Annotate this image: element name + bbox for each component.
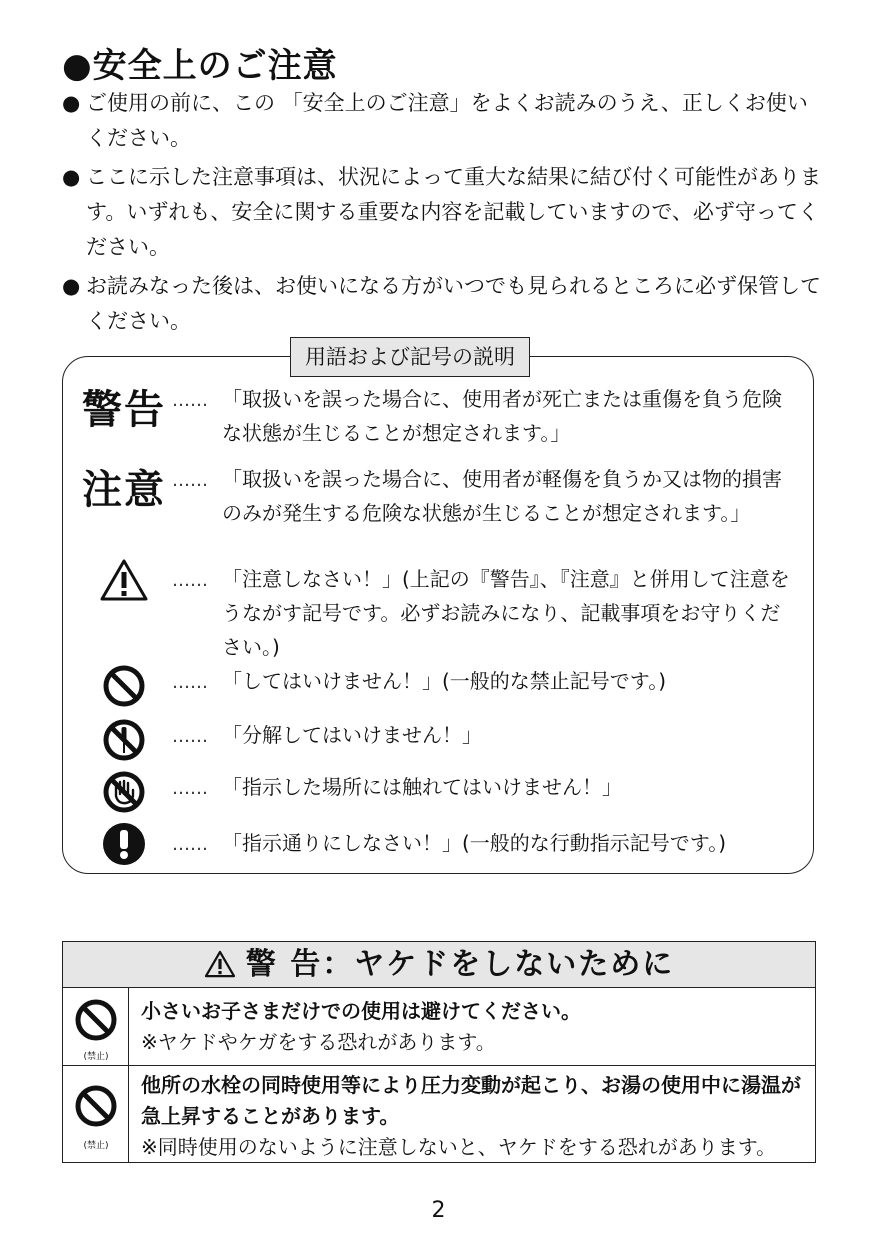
legend-desc: 「指示通りにしなさい！」(一般的な行動指示記号です。) bbox=[222, 831, 727, 855]
leader-dots: …… bbox=[172, 778, 208, 799]
warning-table-header bbox=[63, 942, 815, 988]
icon-cell bbox=[63, 1066, 129, 1162]
warning-table bbox=[62, 941, 816, 1163]
no-disassembly-icon bbox=[82, 718, 166, 766]
page-title: ●安全上のご注意 bbox=[62, 46, 338, 86]
leader-dots: …… bbox=[172, 390, 208, 411]
icon-caption: (禁止) bbox=[83, 1052, 109, 1062]
legend-desc: 「取扱いを誤った場合に、使用者が軽傷を負うか又は物的損害のみが発生する危険な状態が生じることが想定されます。」 bbox=[222, 467, 782, 525]
leader-dots: …… bbox=[172, 834, 208, 855]
legend-desc: 「取扱いを誤った場合に、使用者が死亡または重傷を負う危険な状態が生じることが想定されます。」 bbox=[222, 387, 782, 445]
prohibition-icon bbox=[74, 1084, 118, 1128]
icon-cell bbox=[63, 988, 129, 1065]
page-number: 2 bbox=[431, 1198, 446, 1223]
mandatory-action-icon bbox=[82, 822, 166, 870]
bullet-icon: ● bbox=[62, 274, 81, 298]
intro-text: ご使用の前に、この 「安全上のご注意」をよくお読みのうえ、正しくお使いください。 bbox=[86, 91, 808, 150]
no-touch-icon bbox=[82, 770, 166, 818]
legend-desc: 「注意しなさい！」(上記の『警告』、『注意』と併用して注意をうながす記号です。必ずお読みになり、記載事項をお守りください。) bbox=[222, 567, 790, 659]
prohibition-icon bbox=[82, 664, 166, 712]
caution-triangle-icon bbox=[82, 558, 166, 606]
leader-dots: …… bbox=[172, 470, 208, 491]
caution-word: 注意 bbox=[82, 467, 166, 513]
legend-header: 用語および記号の説明 bbox=[290, 337, 530, 377]
legend-desc: 「指示した場所には触れてはいけません！」 bbox=[222, 775, 622, 799]
warning-note: ※同時使用のないように注意しないと、ヤケドをする恐れがあります。 bbox=[141, 1135, 777, 1159]
leader-dots: …… bbox=[172, 726, 208, 747]
intro-text: お読みなった後は、お使いになる方がいつでも見られるところに必ず保管してください。 bbox=[86, 274, 821, 333]
intro-item bbox=[62, 160, 822, 265]
warning-note: ※ヤケドやケガをする恐れがあります。 bbox=[141, 1030, 496, 1054]
bullet-icon: ● bbox=[62, 91, 81, 115]
caution-triangle-icon bbox=[204, 946, 236, 992]
warning-table-title: 警 告：ヤケドをしないために bbox=[245, 947, 675, 982]
bullet-icon: ● bbox=[62, 165, 81, 189]
warning-main-text: 他所の水栓の同時使用等により圧力変動が起こり、お湯の使用中に湯温が急上昇することがあります。 bbox=[141, 1073, 801, 1128]
legend-desc: 「してはいけません！」(一般的な禁止記号です。) bbox=[222, 669, 667, 693]
warning-row bbox=[63, 988, 815, 1066]
warning-text bbox=[141, 996, 811, 1058]
leader-dots: …… bbox=[172, 672, 208, 693]
icon-caption: (禁止) bbox=[83, 1141, 109, 1151]
prohibition-icon bbox=[74, 998, 118, 1042]
intro-item bbox=[62, 86, 822, 156]
intro-item bbox=[62, 269, 822, 339]
intro-list bbox=[62, 86, 822, 343]
warning-row bbox=[63, 1066, 815, 1162]
warning-word: 警告 bbox=[82, 387, 166, 433]
intro-text: ここに示した注意事項は、状況によって重大な結果に結び付く可能性があります。いずれも、安全に関する重要な内容を記載していますので、必ず守ってください。 bbox=[86, 165, 821, 259]
warning-main-text: 小さいお子さまだけでの使用は避けてください。 bbox=[141, 999, 581, 1023]
legend-desc: 「分解してはいけません！」 bbox=[222, 723, 482, 747]
leader-dots: …… bbox=[172, 570, 208, 591]
warning-text bbox=[141, 1070, 811, 1163]
